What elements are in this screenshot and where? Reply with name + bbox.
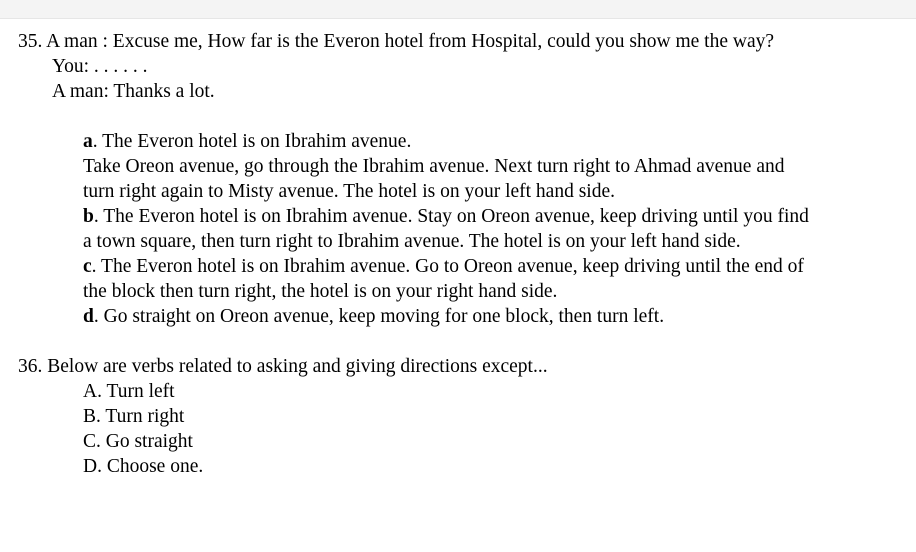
- spacer: [0, 329, 916, 354]
- option-c-letter: c: [83, 256, 92, 277]
- option-c-line-2: the block then turn right, the hotel is on your right hand side.: [83, 281, 558, 302]
- option-b-letter: b: [83, 206, 94, 227]
- option-c-line-1: [0, 254, 916, 279]
- question-35-text: 35. A man : Excuse me, How far is the Everon hotel from Hospital, could you show me the way?: [18, 31, 775, 52]
- spacer: [0, 104, 916, 129]
- option-d-line-1: [0, 304, 916, 329]
- option-a-line-3: turn right again to Misty avenue. The hotel is on your left hand side.: [83, 181, 615, 202]
- option-a-line-1: [0, 129, 916, 154]
- option-a-letter: a: [83, 131, 93, 152]
- q36-option-b[interactable]: B. Turn right: [83, 406, 185, 427]
- q36-option-d[interactable]: D. Choose one.: [83, 456, 204, 477]
- option-b[interactable]: [0, 204, 916, 254]
- top-bar: [0, 0, 916, 19]
- option-c-text: . The Everon hotel is on Ibrahim avenue. Go to Oreon avenue, keep driving until the end of: [91, 256, 804, 277]
- dialog-you-line: You: . . . . . .: [52, 56, 148, 77]
- q36-option-a[interactable]: A. Turn left: [83, 381, 175, 402]
- q36-option-c[interactable]: C. Go straight: [83, 431, 193, 452]
- option-a-text: . The Everon hotel is on Ibrahim avenue.: [92, 131, 412, 152]
- option-b-text: . The Everon hotel is on Ibrahim avenue. Stay on Oreon avenue, keep driving until you find: [93, 206, 809, 227]
- document-body: [0, 29, 916, 479]
- option-a-line-2: Take Oreon avenue, go through the Ibrahim avenue. Next turn right to Ahmad avenue and: [83, 156, 785, 177]
- option-b-line-1: [0, 204, 916, 229]
- dialog-thanks-line: A man: Thanks a lot.: [52, 81, 215, 102]
- option-a[interactable]: [0, 129, 916, 204]
- option-b-line-2: a town square, then turn right to Ibrahim avenue. The hotel is on your left hand side.: [83, 231, 741, 252]
- option-d[interactable]: [0, 304, 916, 329]
- question-36-text: 36. Below are verbs related to asking and giving directions except...: [18, 356, 548, 377]
- option-d-text: . Go straight on Oreon avenue, keep moving for one block, then turn left.: [93, 306, 665, 327]
- option-d-letter: d: [83, 306, 94, 327]
- option-c[interactable]: [0, 254, 916, 304]
